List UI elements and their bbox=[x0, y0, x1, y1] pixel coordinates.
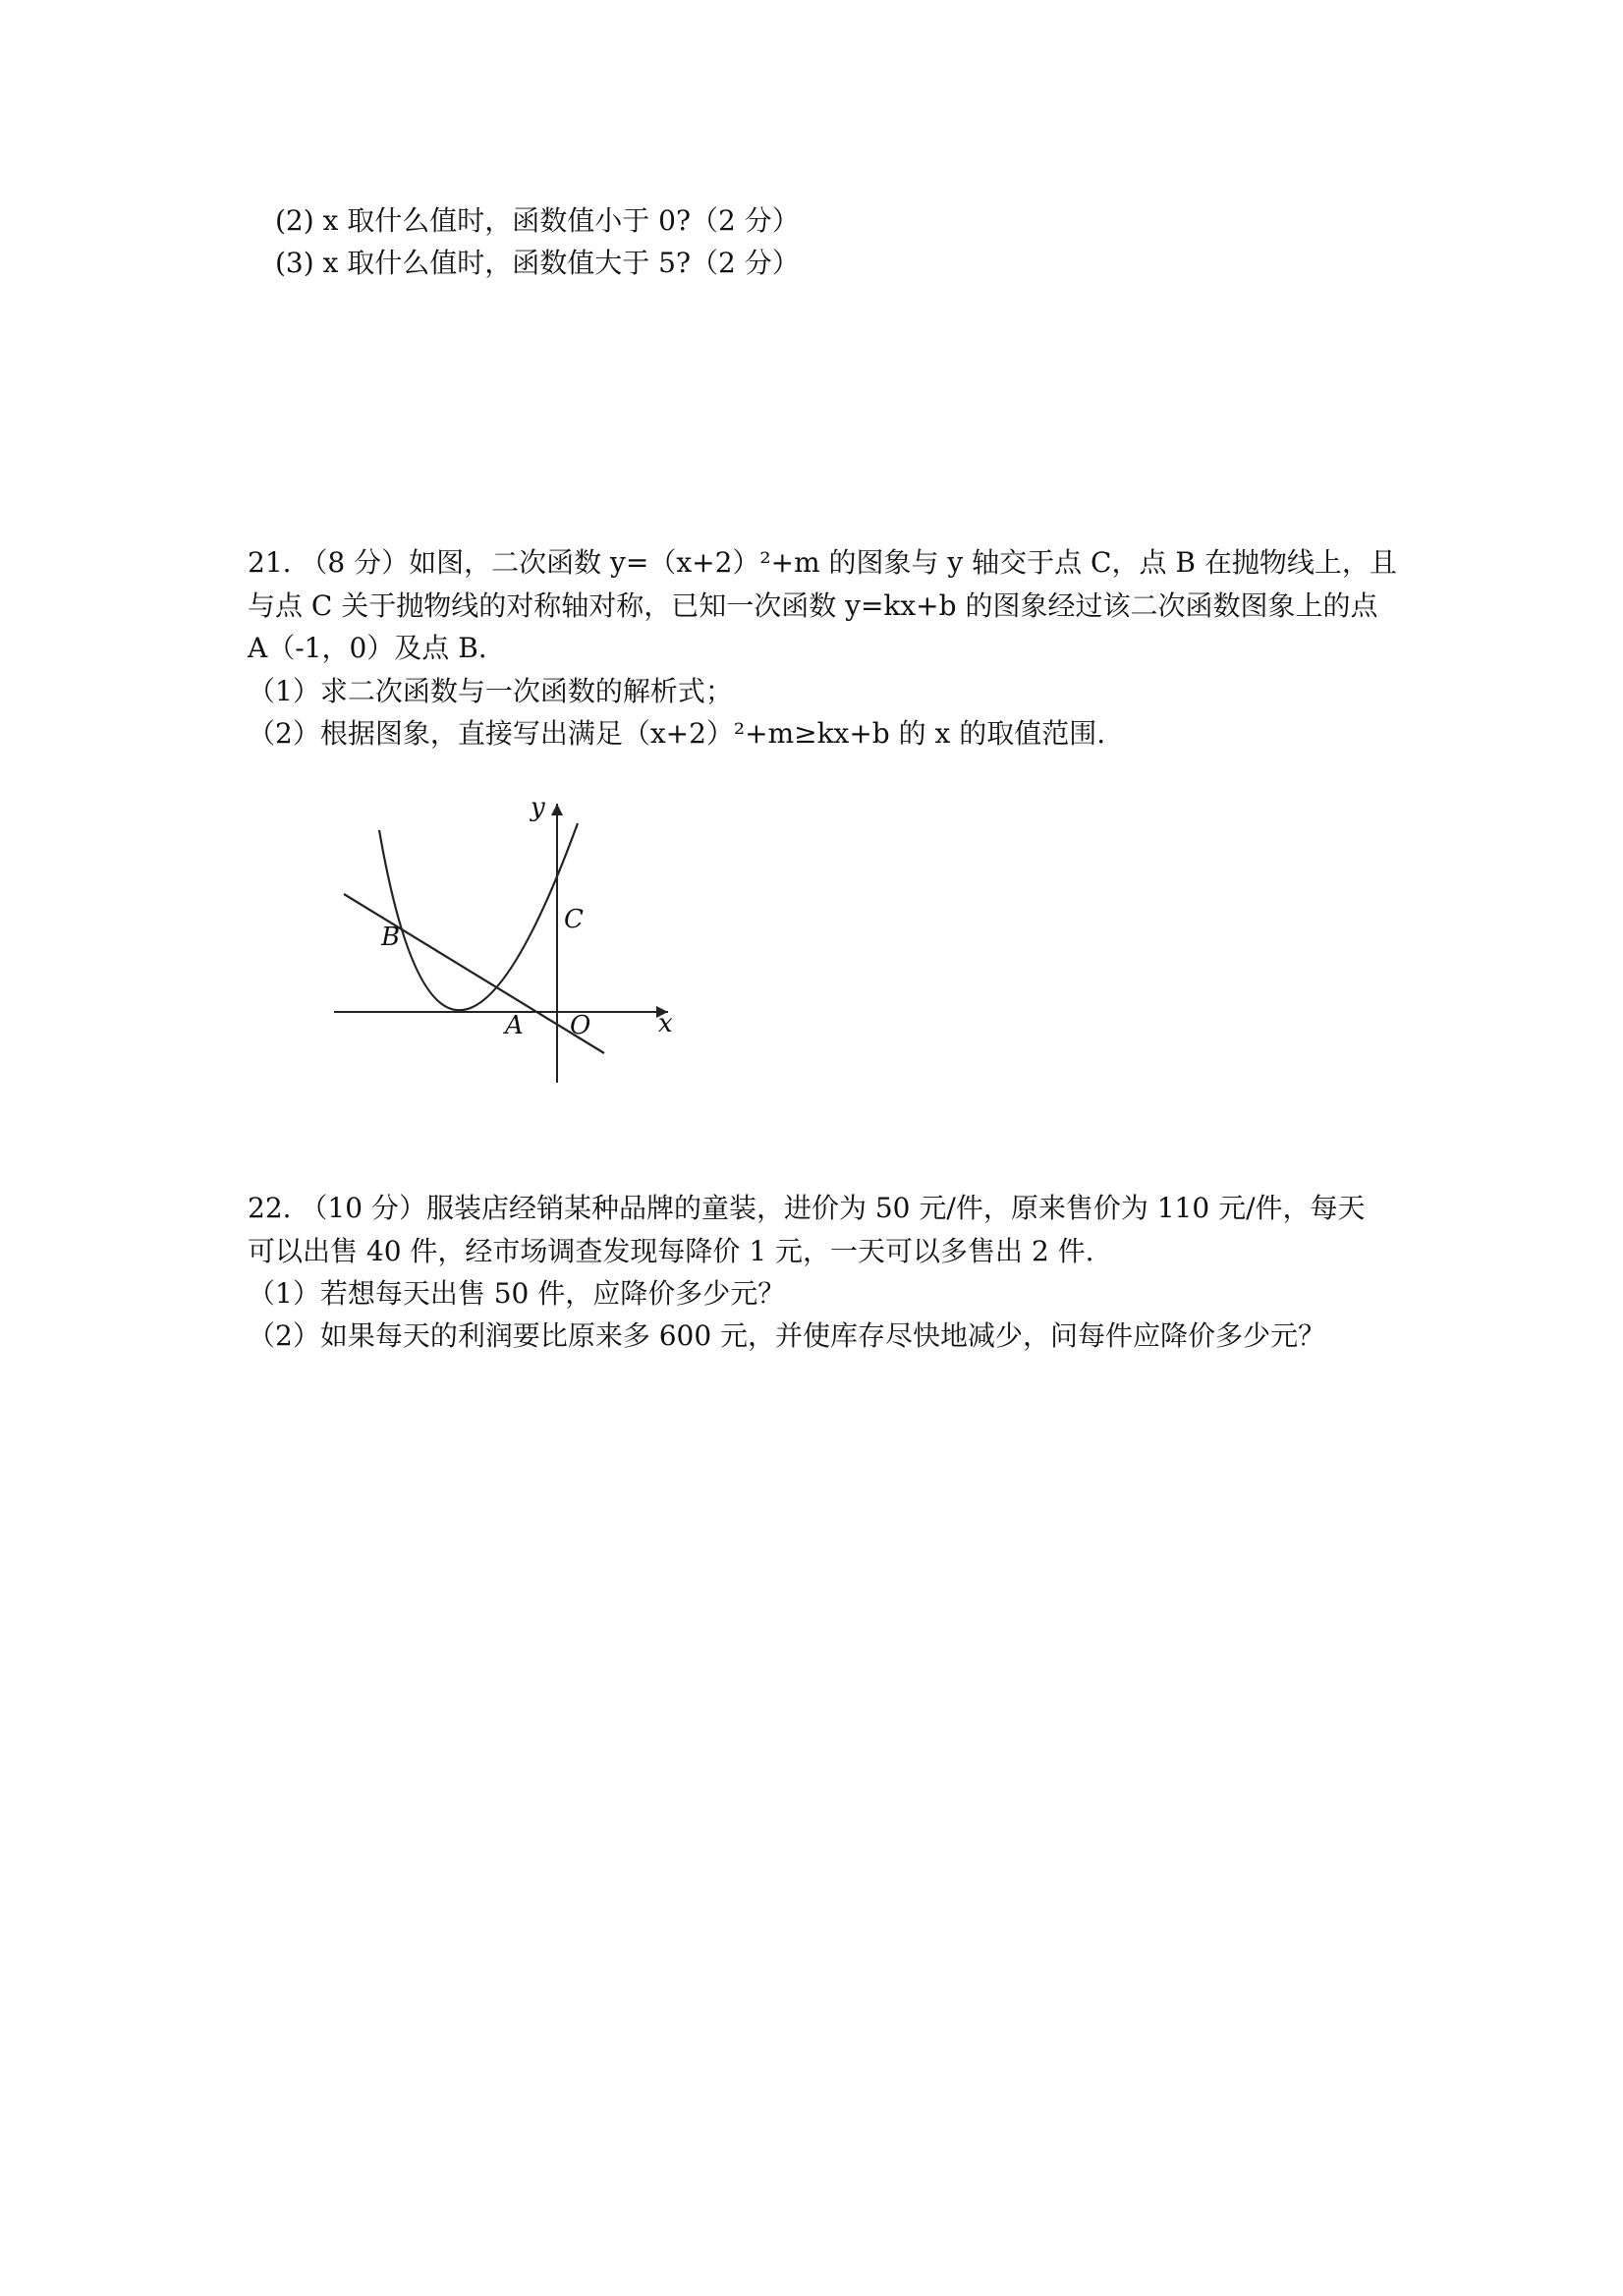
q20-part2: (2) x 取什么值时，函数值小于 0?（2 分） bbox=[275, 204, 800, 237]
q21-part2: （2）根据图象，直接写出满足（x+2）²+m≥kx+b 的 x 的取值范围. bbox=[248, 717, 1106, 750]
y-axis-arrow bbox=[551, 804, 563, 815]
label-c: C bbox=[564, 905, 584, 934]
label-y: y bbox=[531, 793, 545, 822]
label-b: B bbox=[381, 923, 401, 952]
label-a: A bbox=[505, 1011, 524, 1040]
label-o: O bbox=[570, 1011, 591, 1040]
parabola-line-figure bbox=[324, 786, 678, 1091]
label-x: x bbox=[658, 1009, 673, 1038]
parabola-curve bbox=[379, 823, 578, 1010]
q22-part2: （2）如果每天的利润要比原来多 600 元，并使库存尽快地减少，问每件应降价多少元？ bbox=[248, 1319, 1326, 1352]
q22-part1: （1）若想每天出售 50 件，应降价多少元？ bbox=[248, 1277, 786, 1310]
q21-line1: 21. （8 分）如图，二次函数 y=（x+2）²+m 的图象与 y 轴交于点 C，点 B 在抛物线上，且 bbox=[248, 546, 1397, 579]
q21-line2: 与点 C 关于抛物线的对称轴对称，已知一次函数 y=kx+b 的图象经过该二次函数图象上的点 bbox=[248, 589, 1378, 622]
q22-line2: 可以出售 40 件，经市场调查发现每降价 1 元，一天可以多售出 2 件. bbox=[248, 1235, 1094, 1267]
q20-part3: (3) x 取什么值时，函数值大于 5?（2 分） bbox=[275, 247, 800, 279]
q22-line1: 22. （10 分）服装店经销某种品牌的童装，进价为 50 元/件，原来售价为 110 元/件，每天 bbox=[248, 1192, 1366, 1224]
q21-line3: A（-1，0）及点 B. bbox=[248, 632, 487, 664]
q21-part1: （1）求二次函数与一次函数的解析式； bbox=[248, 675, 733, 707]
